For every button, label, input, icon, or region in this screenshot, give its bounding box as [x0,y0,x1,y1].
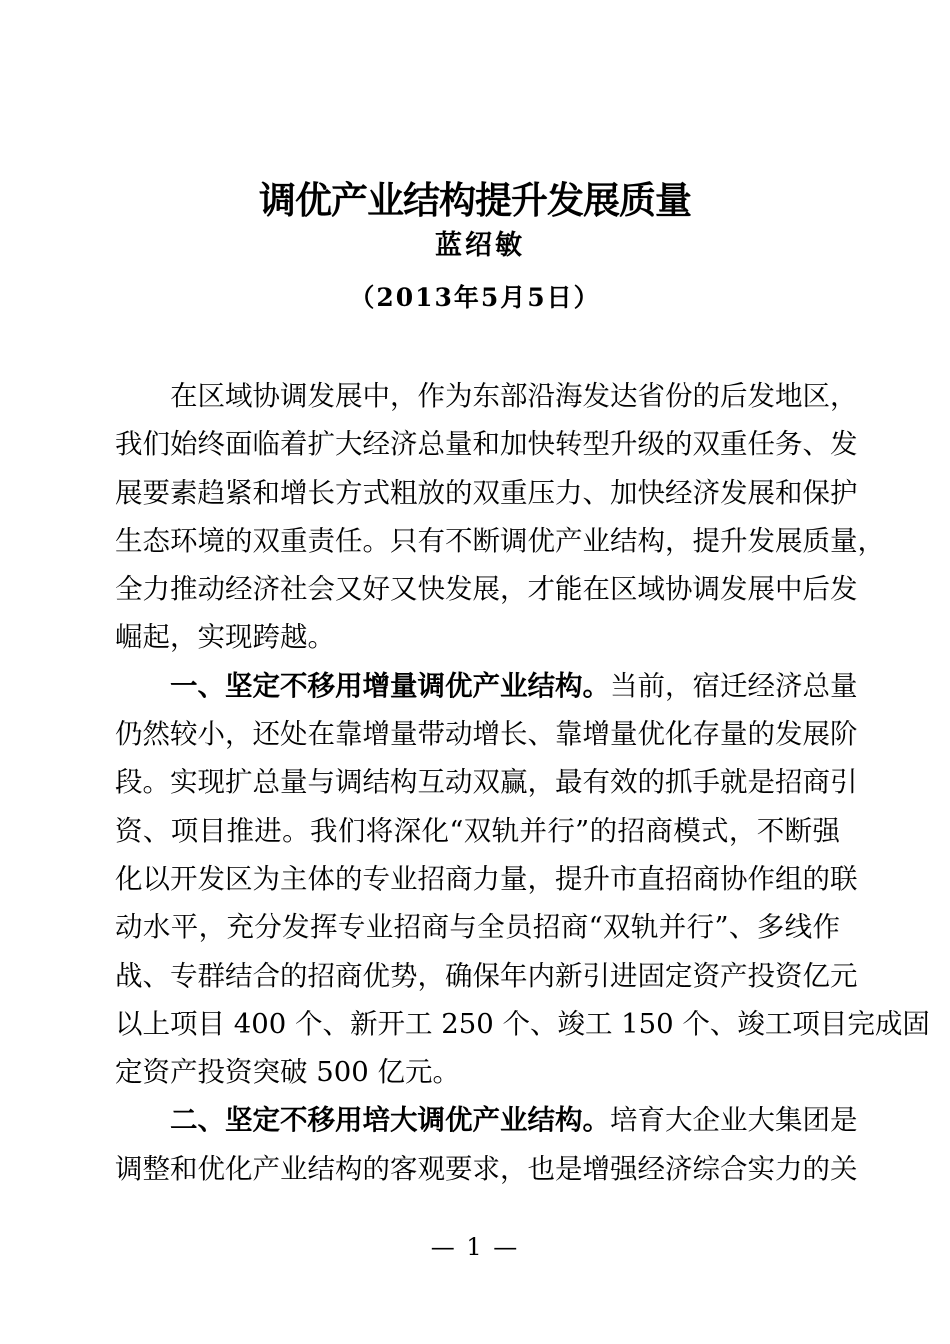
text-line: 资、项目推进。我们将深化“双轨并行”的招商模式，不断强 [115,814,840,847]
author-name: 蓝绍敏 [435,230,525,261]
document-date: （2013年5月5日） [349,283,601,312]
text-line: 调整和优化产业结构的客观要求，也是增强经济综合实力的关 [115,1152,858,1185]
text-line: 仍然较小，还处在靠增量带动增长、靠增量优化存量的发展阶 [115,718,858,751]
text-line: 以上项目 400 个、新开工 250 个、竣工 150 个、竣工项目完成固 [115,1007,930,1040]
paragraph-section-one [115,662,930,1097]
section-heading: 一、坚定不移用增量调优产业结构。 [170,669,610,702]
text-line: 动水平，充分发挥专业招商与全员招商“双轨并行”、多线作 [115,911,840,944]
text-line: 化以开发区为主体的专业招商力量，提升市直招商协作组的联 [115,862,858,895]
text-line [115,1096,858,1144]
text-line: 展要素趋紧和增长方式粗放的双重压力、加快经济发展和保护 [115,476,858,509]
document-title: 调优产业结构提升发展质量 [259,179,691,222]
text-line: 在区域协调发展中，作为东部沿海发达省份的后发地区， [170,380,858,412]
text-line: 定资产投资突破 500 亿元。 [115,1056,460,1089]
page-number: — 1 — [430,1233,520,1261]
paragraph-intro [115,372,885,662]
text-line: 全力推动经济社会又好又快发展，才能在区域协调发展中后发 [115,573,858,606]
text-run: 培育大企业大集团是 [610,1104,858,1137]
text-line: 生态环境的双重责任。只有不断调优产业结构，提升发展质量， [115,524,885,557]
section-heading: 二、坚定不移用培大调优产业结构。 [170,1104,610,1137]
paragraph-section-two [115,1096,858,1193]
text-run: 当前，宿迁经济总量 [610,669,858,702]
text-line [115,662,858,710]
text-line: 段。实现扩总量与调结构互动双赢，最有效的抓手就是招商引 [115,766,858,799]
text-line: 崛起，实现跨越。 [115,621,335,654]
document-body [115,372,930,1193]
text-line: 我们始终面临着扩大经济总量和加快转型升级的双重任务、发 [115,428,858,461]
text-line: 战、专群结合的招商优势，确保年内新引进固定资产投资亿元 [115,959,858,992]
